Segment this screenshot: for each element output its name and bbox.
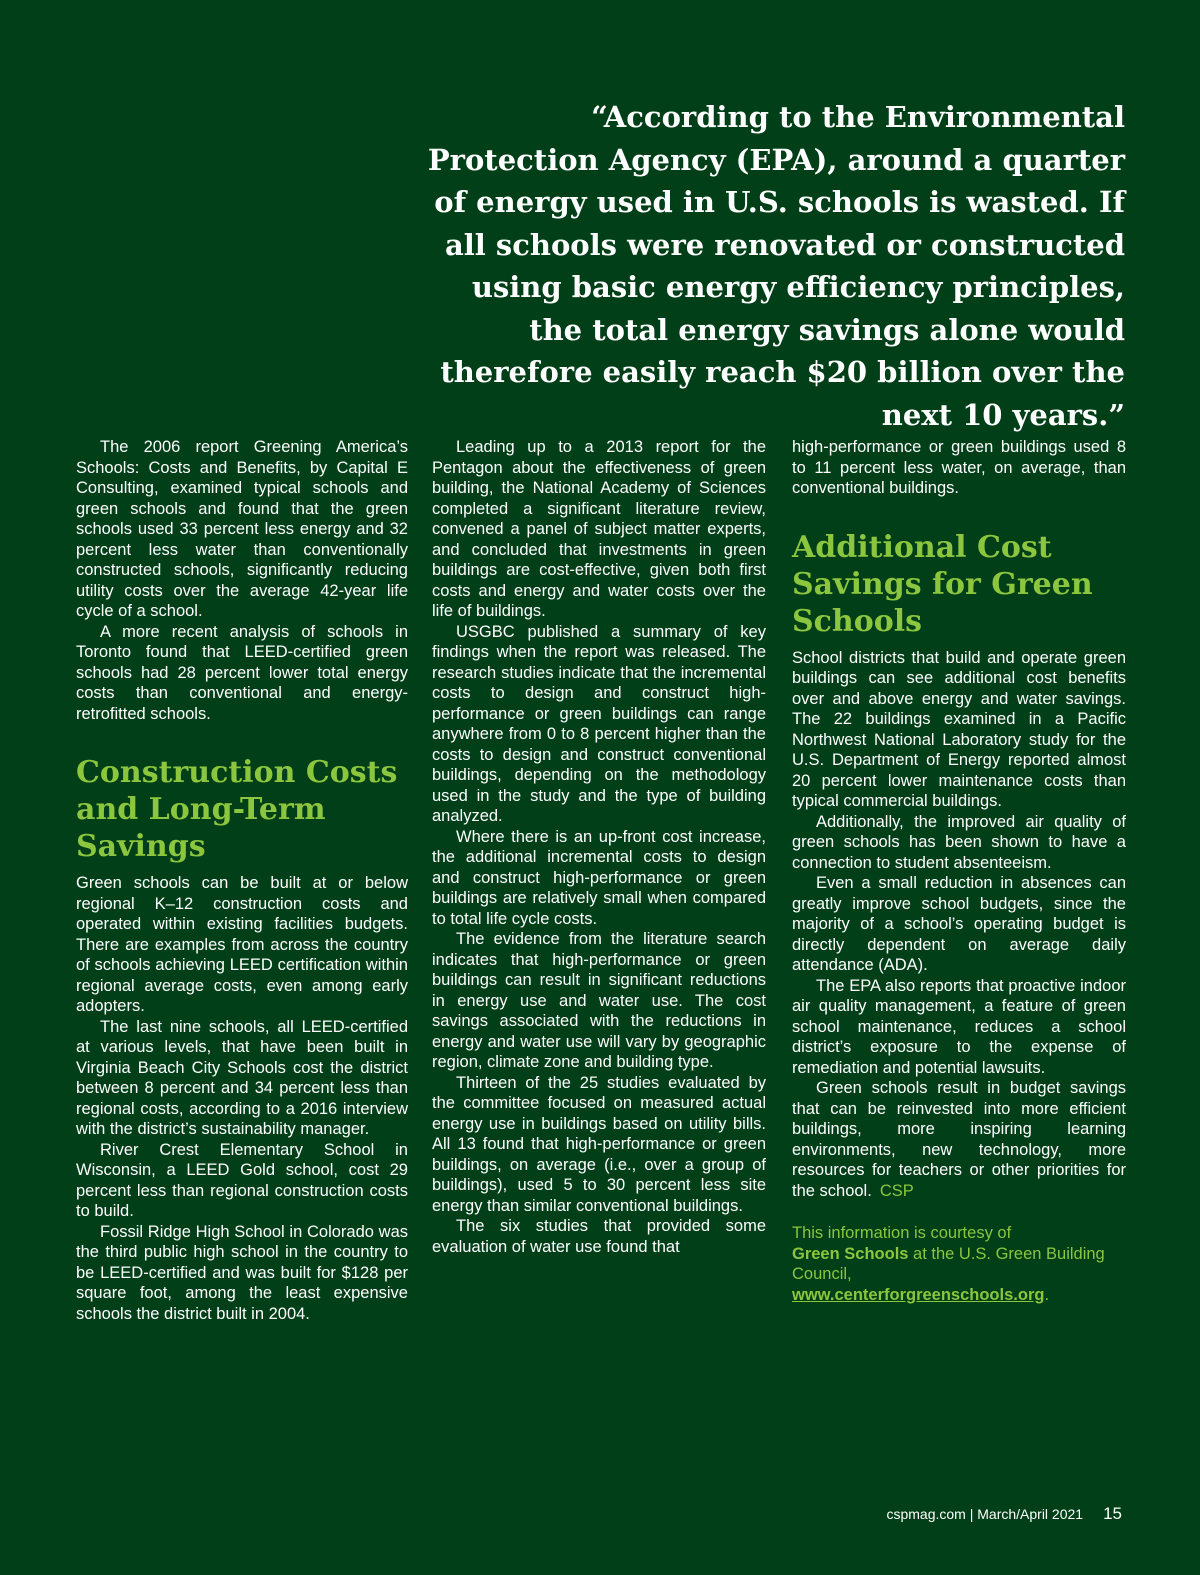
column-middle: [432, 437, 766, 1257]
paragraph: A more recent analysis of schools in Toronto found that LEED-certified green schools had 28 percent lower total energy costs than conventional and energy-retrofitted schools.: [76, 622, 408, 723]
courtesy-note: [792, 1223, 1126, 1305]
paragraph: The six studies that provided some evaluation of water use found that: [432, 1217, 766, 1256]
paragraph: USGBC published a summary of key findings when the report was released. The research studies indicate that the incremental costs to design and construct high-performance or green buildings can range anywhere from 0 to 8 percent higher than the costs to design and construct conventional buildings, depending on the methodology used in the study and the type of building analyzed.: [432, 622, 766, 825]
paragraph: Green schools can be built at or below regional K–12 construction costs and operated within existing facilities budgets. There are examples from across the country of schools achieving LEED certification within regional average costs, even among early adopters.: [76, 874, 408, 1015]
paragraph: Fossil Ridge High School in Colorado was the third public high school in the country to be LEED-certified and was built for $128 per square foot, among the least expensive schools the district built in 2004.: [76, 1222, 408, 1323]
paragraph: The EPA also reports that proactive indoor air quality management, a feature of green school maintenance, reduces a school district’s exposure to the expense of remediation and potential lawsuits.: [792, 976, 1126, 1077]
paragraph: The last nine schools, all LEED-certified at various levels, that have been built in Virginia Beach City Schools cost the district between 8 percent and 34 percent less than regional costs, according to a 2016 interview with the district’s sustainability manager.: [76, 1017, 408, 1138]
paragraph: Thirteen of the 25 studies evaluated by the committee focused on measured actual energy use in buildings based on utility bills. All 13 found that high-performance or green buildings, on average (i.e., over a group of buildings), used 5 to 30 percent less site energy than similar conventional buildings.: [432, 1073, 766, 1215]
paragraph-text: Green schools result in budget savings that can be reinvested into more efficient buildings, more inspiring learning environments, new technology, more resources for teachers or other priorities for the school.: [792, 1079, 1126, 1200]
column-left: [76, 437, 408, 1324]
paragraph: River Crest Elementary School in Wisconsin, a LEED Gold school, cost 29 percent less than regional construction costs to build.: [76, 1140, 408, 1220]
courtesy-period: .: [1044, 1285, 1050, 1304]
paragraph: The evidence from the literature search indicates that high-performance or green buildings can result in significant reductions in energy use and water use. The cost savings associated with the reductions in energy and water use will vary by geographic region, climate zone and building type.: [432, 930, 766, 1071]
paragraph: Even a small reduction in absences can greatly improve school budgets, since the majority of a school’s operating budget is directly dependent on average daily attendance (ADA).: [792, 874, 1126, 974]
page-number: 15: [1103, 1504, 1122, 1523]
pull-quote: “According to the Environmental Protection Agency (EPA), around a quarter of energy used in U.S. schools is wasted. If all schools were renovated or constructed using basic energy efficiency principles, the total energy savings alone would therefore easily reach $20 billion over the next 10 years.”: [427, 100, 1125, 432]
column-right: [792, 437, 1126, 1305]
paragraph: high-performance or green buildings used 8 to 11 percent less water, on average, than conventional buildings.: [792, 438, 1126, 497]
website-link[interactable]: www.centerforgreenschools.org: [792, 1285, 1045, 1304]
paragraph: School districts that build and operate green buildings can see additional cost benefits over and above energy and water savings. The 22 buildings examined in a Pacific Northwest National Laboratory study for the U.S. Department of Energy reported almost 20 percent lower maintenance costs than typical commercial buildings.: [792, 648, 1126, 810]
end-mark: CSP: [879, 1181, 914, 1200]
paragraph: [792, 1078, 1126, 1201]
page-footer: [886, 1504, 1122, 1524]
section-heading-additional-savings: Additional Cost Savings for Green Schools: [792, 529, 1093, 639]
paragraph: Additionally, the improved air quality of green schools has been shown to have a connection to student absenteeism.: [792, 812, 1126, 872]
paragraph: Where there is an up-front cost increase, the additional incremental costs to design and construct high-performance or green buildings are relatively small when compared to total life cycle costs.: [432, 827, 766, 928]
footer-source: cspmag.com | March/April 2021: [886, 1506, 1084, 1522]
paragraph: Leading up to a 2013 report for the Pentagon about the effectiveness of green building, the National Academy of Sciences completed a significant literature review, convened a panel of subject matter experts, and concluded that investments in green buildings are cost-effective, given both first costs and energy and water costs over the life of buildings.: [432, 438, 766, 620]
paragraph: The 2006 report Greening America’s Schools: Costs and Benefits, by Capital E Consulting, examined typical schools and green schools and found that the green schools used 33 percent less energy and 32 percent less water than conventionally constructed schools, significantly reducing utility costs over the average 42-year life cycle of a school.: [76, 438, 408, 620]
courtesy-text: at the U.S. Green Building Council,: [792, 1244, 1105, 1283]
courtesy-org: Green Schools: [792, 1244, 909, 1263]
section-heading-construction-costs: Construction Costs and Long-Term Savings: [76, 755, 398, 864]
courtesy-text: This information is courtesy of: [792, 1224, 1012, 1242]
